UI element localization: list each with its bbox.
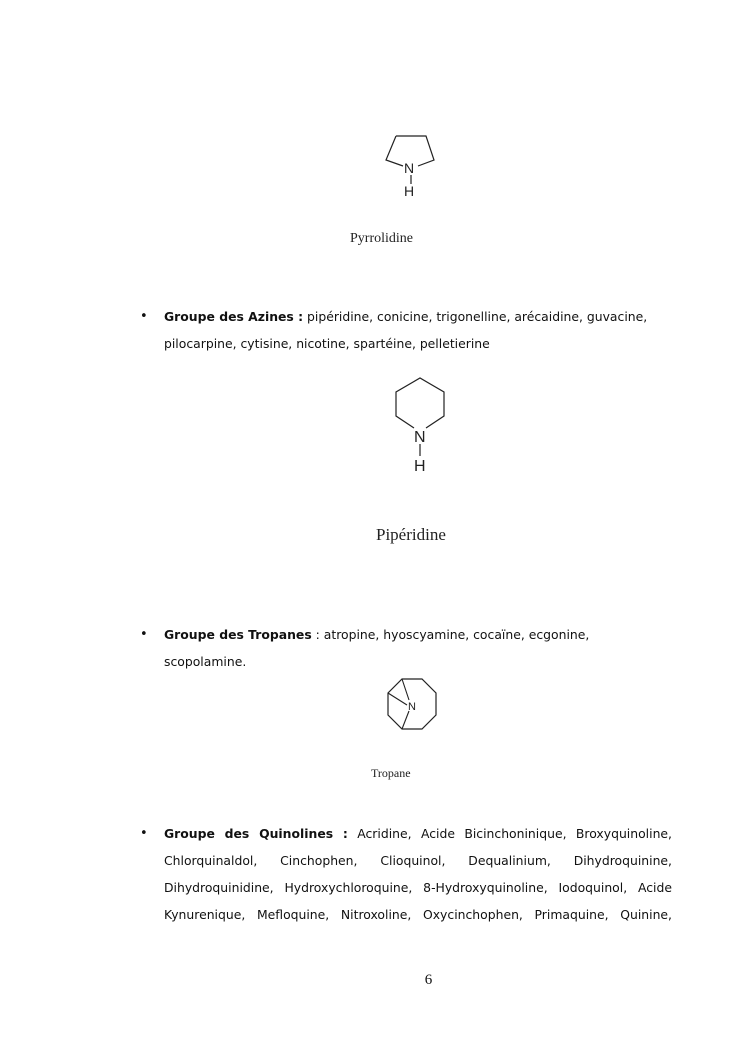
azines-bullet [140,303,672,357]
pyrrolidine-atom-n: N [404,160,415,176]
bullet-icon: • [140,627,148,642]
tropanes-bullet [140,621,672,675]
tropanes-paragraph [164,621,672,675]
page-number: 6 [424,972,433,988]
piperidine-atom-h: H [414,458,426,475]
tropanes-label: Groupe des Tropanes [164,627,312,642]
quinolines-text-1: Acridine, Acide Bicinchoninique, Broxyquinoline, [347,826,672,841]
azines-paragraph [164,303,672,357]
quinolines-label: Groupe des Quinolines : [164,826,348,841]
piperidine-structure [390,372,450,476]
azines-text: pipéridine, conicine, trigonelline, arécaidine, guvacine, pilocarpine, cytisine, nicotine, spartéine, pelletierine [164,309,648,351]
pyrrolidine-caption: Pyrrolidine [350,231,413,246]
pyrrolidine-structure [376,128,446,200]
bullet-icon: • [140,309,148,324]
pyrrolidine-atom-h: H [404,183,415,199]
tropane-atom-n: N [408,701,416,713]
tropanes-text: : atropine, hyoscyamine, cocaïne, ecgonine, scopolamine. [164,627,590,669]
tropane-caption: Tropane [371,766,411,780]
bullet-icon: • [140,826,148,841]
tropane-structure [380,675,442,735]
quinolines-line-4: Kynurenique, Mefloquine, Nitroxoline, Oxycinchophen, Primaquine, Quinine, [164,907,672,922]
quinolines-bullet [140,820,672,928]
azines-label: Groupe des Azines : [164,309,304,324]
quinolines-line-1 [164,820,672,847]
piperidine-caption: Pipéridine [376,525,446,544]
quinolines-paragraph [164,820,672,928]
quinolines-line-2: Chlorquinaldol, Cinchophen, Clioquinol, Dequalinium, Dihydroquinine, [164,853,672,868]
piperidine-atom-n: N [414,429,426,446]
quinolines-line-3: Dihydroquinidine, Hydroxychloroquine, 8-Hydroxyquinoline, Iodoquinol, Acide [164,880,672,895]
